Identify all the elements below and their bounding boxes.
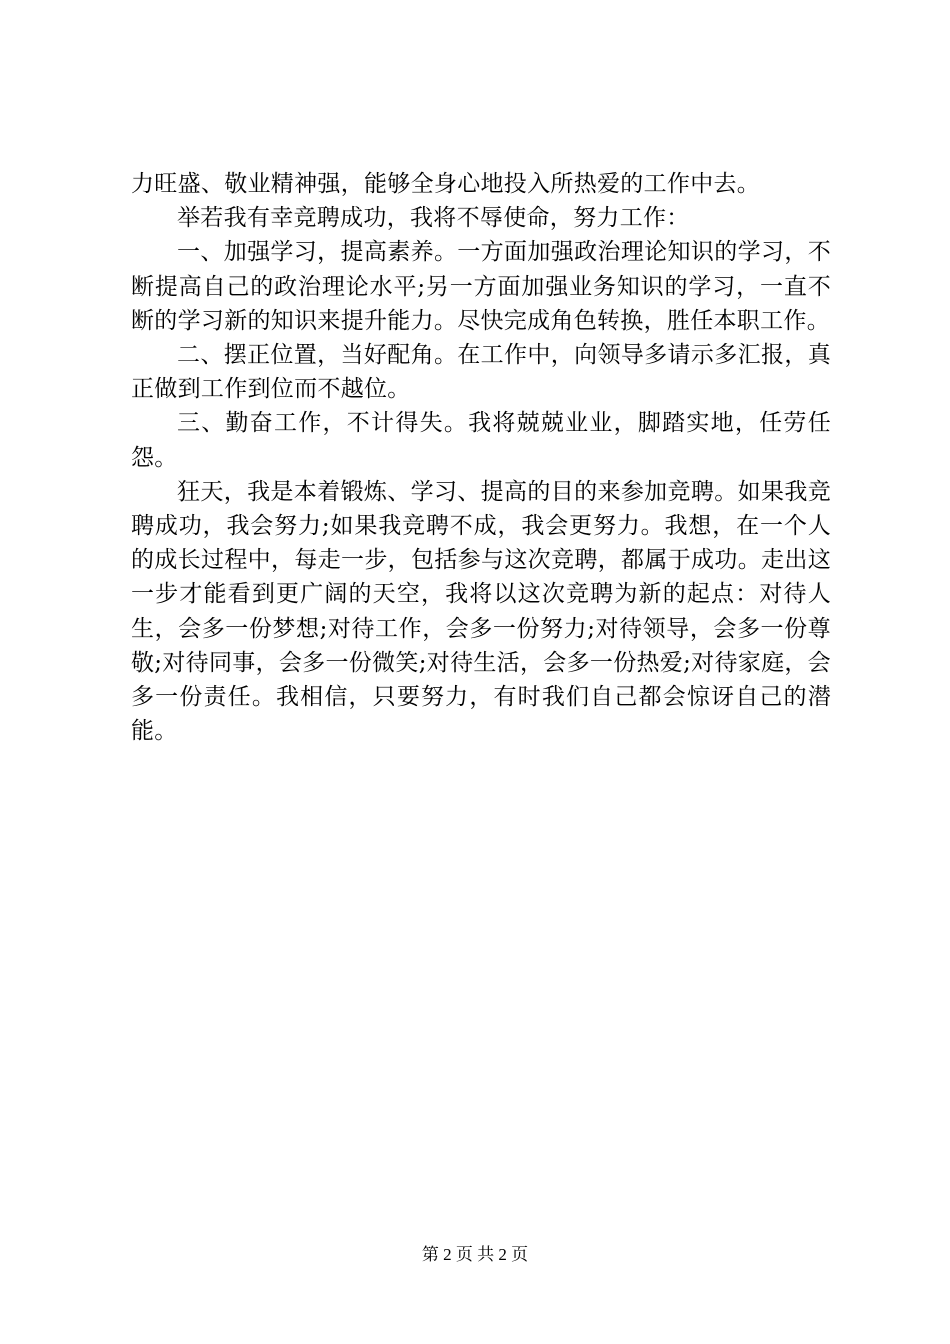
paragraph-conclusion: 狂天，我是本着锻炼、学习、提高的目的来参加竞聘。如果我竞聘成功，我会努力;如果我竞聘不成，我会更努力。我想，在一个人的成长过程中，每走一步，包括参与这次竞聘，都属于成功。走出这一步才能看到更广阔的天空，我将以这次竞聘为新的起点：对待人生，会多一份梦想;对待工作，会多一份努力;对待领导，会多一份尊敬;对待同事，会多一份微笑;对待生活，会多一份热爱;对待家庭，会多一份责任。我相信，只要努力，有时我们自己都会惊讶自己的潜能。 [131,478,831,745]
paragraph-point-two: 二、摆正位置，当好配角。在工作中，向领导多请示多汇报，真正做到工作到位而不越位。 [131,342,831,403]
page-number-indicator: 第 2 页 共 2 页 [421,1245,529,1264]
paragraph-continuation: 力旺盛、敬业精神强，能够全身心地投入所热爱的工作中去。 [131,171,761,197]
paragraph-intro-commitment: 举若我有幸竞聘成功，我将不辱使命，努力工作： [177,205,690,232]
paragraph-point-one: 一、加强学习，提高素养。一方面加强政治理论知识的学习，不断提高自己的政治理论水平;另一方面加强业务知识的学习，一直不断的学习新的知识来提升能力。尽快完成角色转换，胜任本职工作。 [131,239,831,334]
document-body [131,167,831,748]
page-footer [0,1244,950,1266]
paragraph-point-three: 三、勤奋工作，不计得失。我将兢兢业业，脚踏实地，任劳任怨。 [131,410,831,471]
